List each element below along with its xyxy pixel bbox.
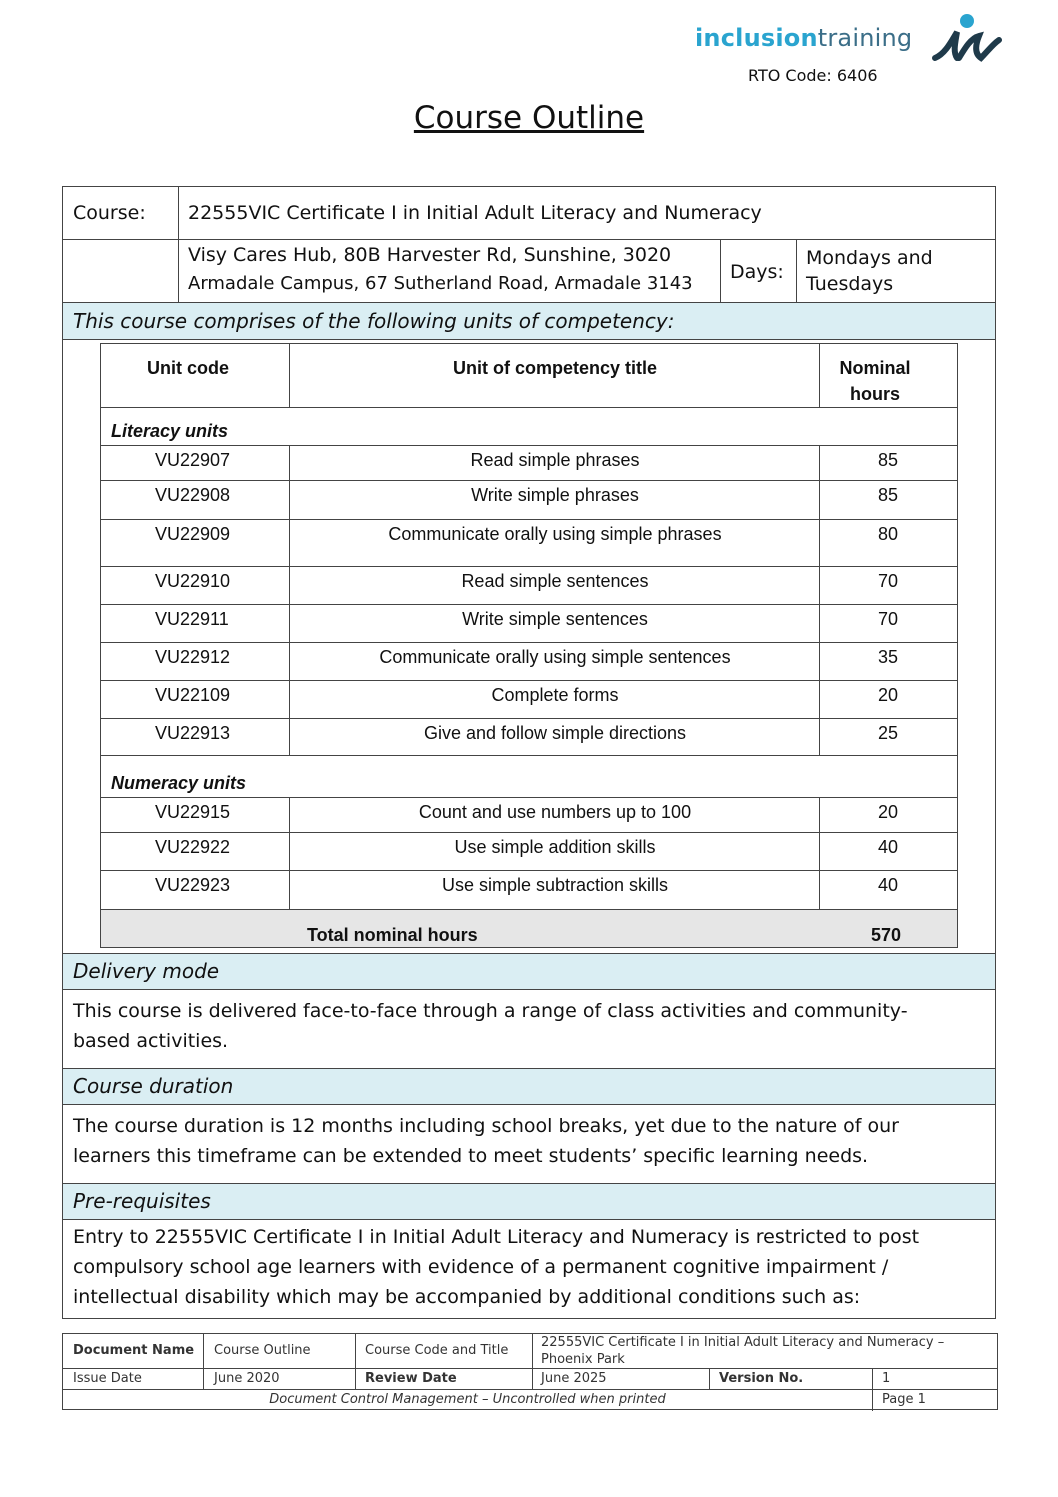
delivery-line-2: based activities. xyxy=(73,1030,229,1052)
unit-title: Use simple addition skills xyxy=(454,837,656,857)
review-date-label: Review Date xyxy=(365,1371,457,1386)
col-nominal-hours-1: Nominal xyxy=(839,358,911,378)
course-name: 22555VIC Certificate I in Initial Adult Literacy and Numeracy xyxy=(188,202,762,224)
numeracy-units-label: Numeracy units xyxy=(111,773,247,793)
doc-name: Course Outline xyxy=(214,1343,311,1358)
duration-line-1: The course duration is 12 months including school breaks, yet due to the nature of our xyxy=(73,1115,899,1137)
unit-hours: 70 xyxy=(877,609,899,629)
logo-bold: inclusion xyxy=(695,24,818,52)
unit-code: VU22907 xyxy=(155,450,231,470)
unit-title: Communicate orally using simple sentences xyxy=(379,647,731,667)
issue-date: June 2020 xyxy=(214,1371,280,1386)
table-row xyxy=(101,519,957,566)
table-row xyxy=(101,797,957,832)
location-1: Visy Cares Hub, 80B Harvester Rd, Sunshine, 3020 xyxy=(188,244,672,266)
unit-hours: 35 xyxy=(877,647,899,667)
delivery-heading: Delivery mode xyxy=(73,959,220,983)
table-row xyxy=(101,480,957,519)
logo-wordmark xyxy=(695,24,912,52)
table-row xyxy=(101,566,957,604)
table-row xyxy=(101,680,957,718)
col-unit-title: Unit of competency title xyxy=(452,358,658,378)
prereq-line-3: intellectual disability which may be accompanied by additional conditions such as: xyxy=(73,1286,861,1308)
duration-heading: Course duration xyxy=(73,1074,234,1098)
unit-code: VU22915 xyxy=(155,802,231,822)
table-row xyxy=(101,718,957,755)
unit-title: Complete forms xyxy=(491,685,619,705)
unit-hours: 40 xyxy=(877,837,899,857)
unit-title: Read simple sentences xyxy=(461,571,649,591)
unit-code: VU22910 xyxy=(155,571,231,591)
control-note: Document Control Management – Uncontrolled when printed xyxy=(269,1392,666,1407)
unit-code: VU22913 xyxy=(155,723,231,743)
col-unit-code: Unit code xyxy=(147,358,230,378)
total-row xyxy=(101,909,957,947)
unit-code: VU22912 xyxy=(155,647,231,667)
unit-code: VU22911 xyxy=(155,609,229,629)
unit-hours: 25 xyxy=(877,723,899,743)
unit-code: VU22922 xyxy=(155,837,231,857)
table-row xyxy=(101,642,957,680)
literacy-units-label: Literacy units xyxy=(111,421,229,441)
unit-title: Count and use numbers up to 100 xyxy=(418,802,692,822)
unit-title: Communicate orally using simple phrases xyxy=(388,524,722,544)
units-intro: This course comprises of the following units of competency: xyxy=(73,309,675,333)
col-nominal-hours-2: hours xyxy=(849,384,900,404)
unit-hours: 70 xyxy=(877,571,899,591)
duration-line-2: learners this timeframe can be extended to meet students’ specific learning needs. xyxy=(73,1145,869,1167)
days-line-2: Tuesdays xyxy=(806,273,894,295)
rto-code: RTO Code: 6406 xyxy=(748,66,878,85)
version-label: Version No. xyxy=(719,1371,804,1386)
code-title-2: Phoenix Park xyxy=(541,1352,625,1367)
course-label: Course: xyxy=(73,202,146,224)
unit-hours: 85 xyxy=(877,450,899,470)
prereq-line-1: Entry to 22555VIC Certificate I in Initial Adult Literacy and Numeracy is restricted to post xyxy=(73,1226,920,1248)
page-title: Course Outline xyxy=(413,100,645,136)
unit-code: VU22909 xyxy=(155,524,231,544)
total-label: Total nominal hours xyxy=(307,925,478,945)
unit-title: Read simple phrases xyxy=(470,450,640,470)
total-value: 570 xyxy=(871,925,902,945)
review-date: June 2025 xyxy=(541,1371,607,1386)
logo-light: training xyxy=(817,24,913,52)
prereq-line-2: compulsory school age learners with evidence of a permanent cognitive impairment / xyxy=(73,1256,889,1278)
page-number: Page 1 xyxy=(882,1392,926,1407)
location-2: Armadale Campus, 67 Sutherland Road, Armadale 3143 xyxy=(188,273,693,294)
table-row xyxy=(101,445,957,480)
issue-date-label: Issue Date xyxy=(73,1371,142,1386)
unit-title: Write simple sentences xyxy=(462,609,648,629)
prereq-heading: Pre-requisites xyxy=(73,1189,211,1213)
unit-hours: 20 xyxy=(877,685,899,705)
document-control-footer xyxy=(62,1333,998,1410)
table-row xyxy=(101,604,957,642)
code-title-label: Course Code and Title xyxy=(365,1343,509,1358)
unit-code: VU22923 xyxy=(155,875,231,895)
unit-hours: 40 xyxy=(877,875,899,895)
doc-name-label: Document Name xyxy=(73,1343,195,1358)
unit-hours: 85 xyxy=(877,485,899,505)
delivery-line-1: This course is delivered face-to-face through a range of class activities and community- xyxy=(73,1000,908,1022)
version-number: 1 xyxy=(882,1371,891,1386)
days-label: Days: xyxy=(730,261,784,283)
code-title-1: 22555VIC Certificate I in Initial Adult Literacy and Numeracy – xyxy=(541,1335,945,1350)
unit-code: VU22109 xyxy=(155,685,231,705)
unit-title: Write simple phrases xyxy=(471,485,639,505)
unit-hours: 20 xyxy=(877,802,899,822)
units-table xyxy=(100,343,958,948)
logo-mark-icon xyxy=(931,14,1003,64)
table-row xyxy=(101,870,957,909)
unit-code: VU22908 xyxy=(155,485,231,505)
logo xyxy=(695,14,1005,64)
unit-title: Use simple subtraction skills xyxy=(441,875,669,895)
unit-title: Give and follow simple directions xyxy=(423,723,687,743)
days-line-1: Mondays and xyxy=(806,247,933,269)
unit-hours: 80 xyxy=(877,524,899,544)
table-row xyxy=(101,832,957,870)
